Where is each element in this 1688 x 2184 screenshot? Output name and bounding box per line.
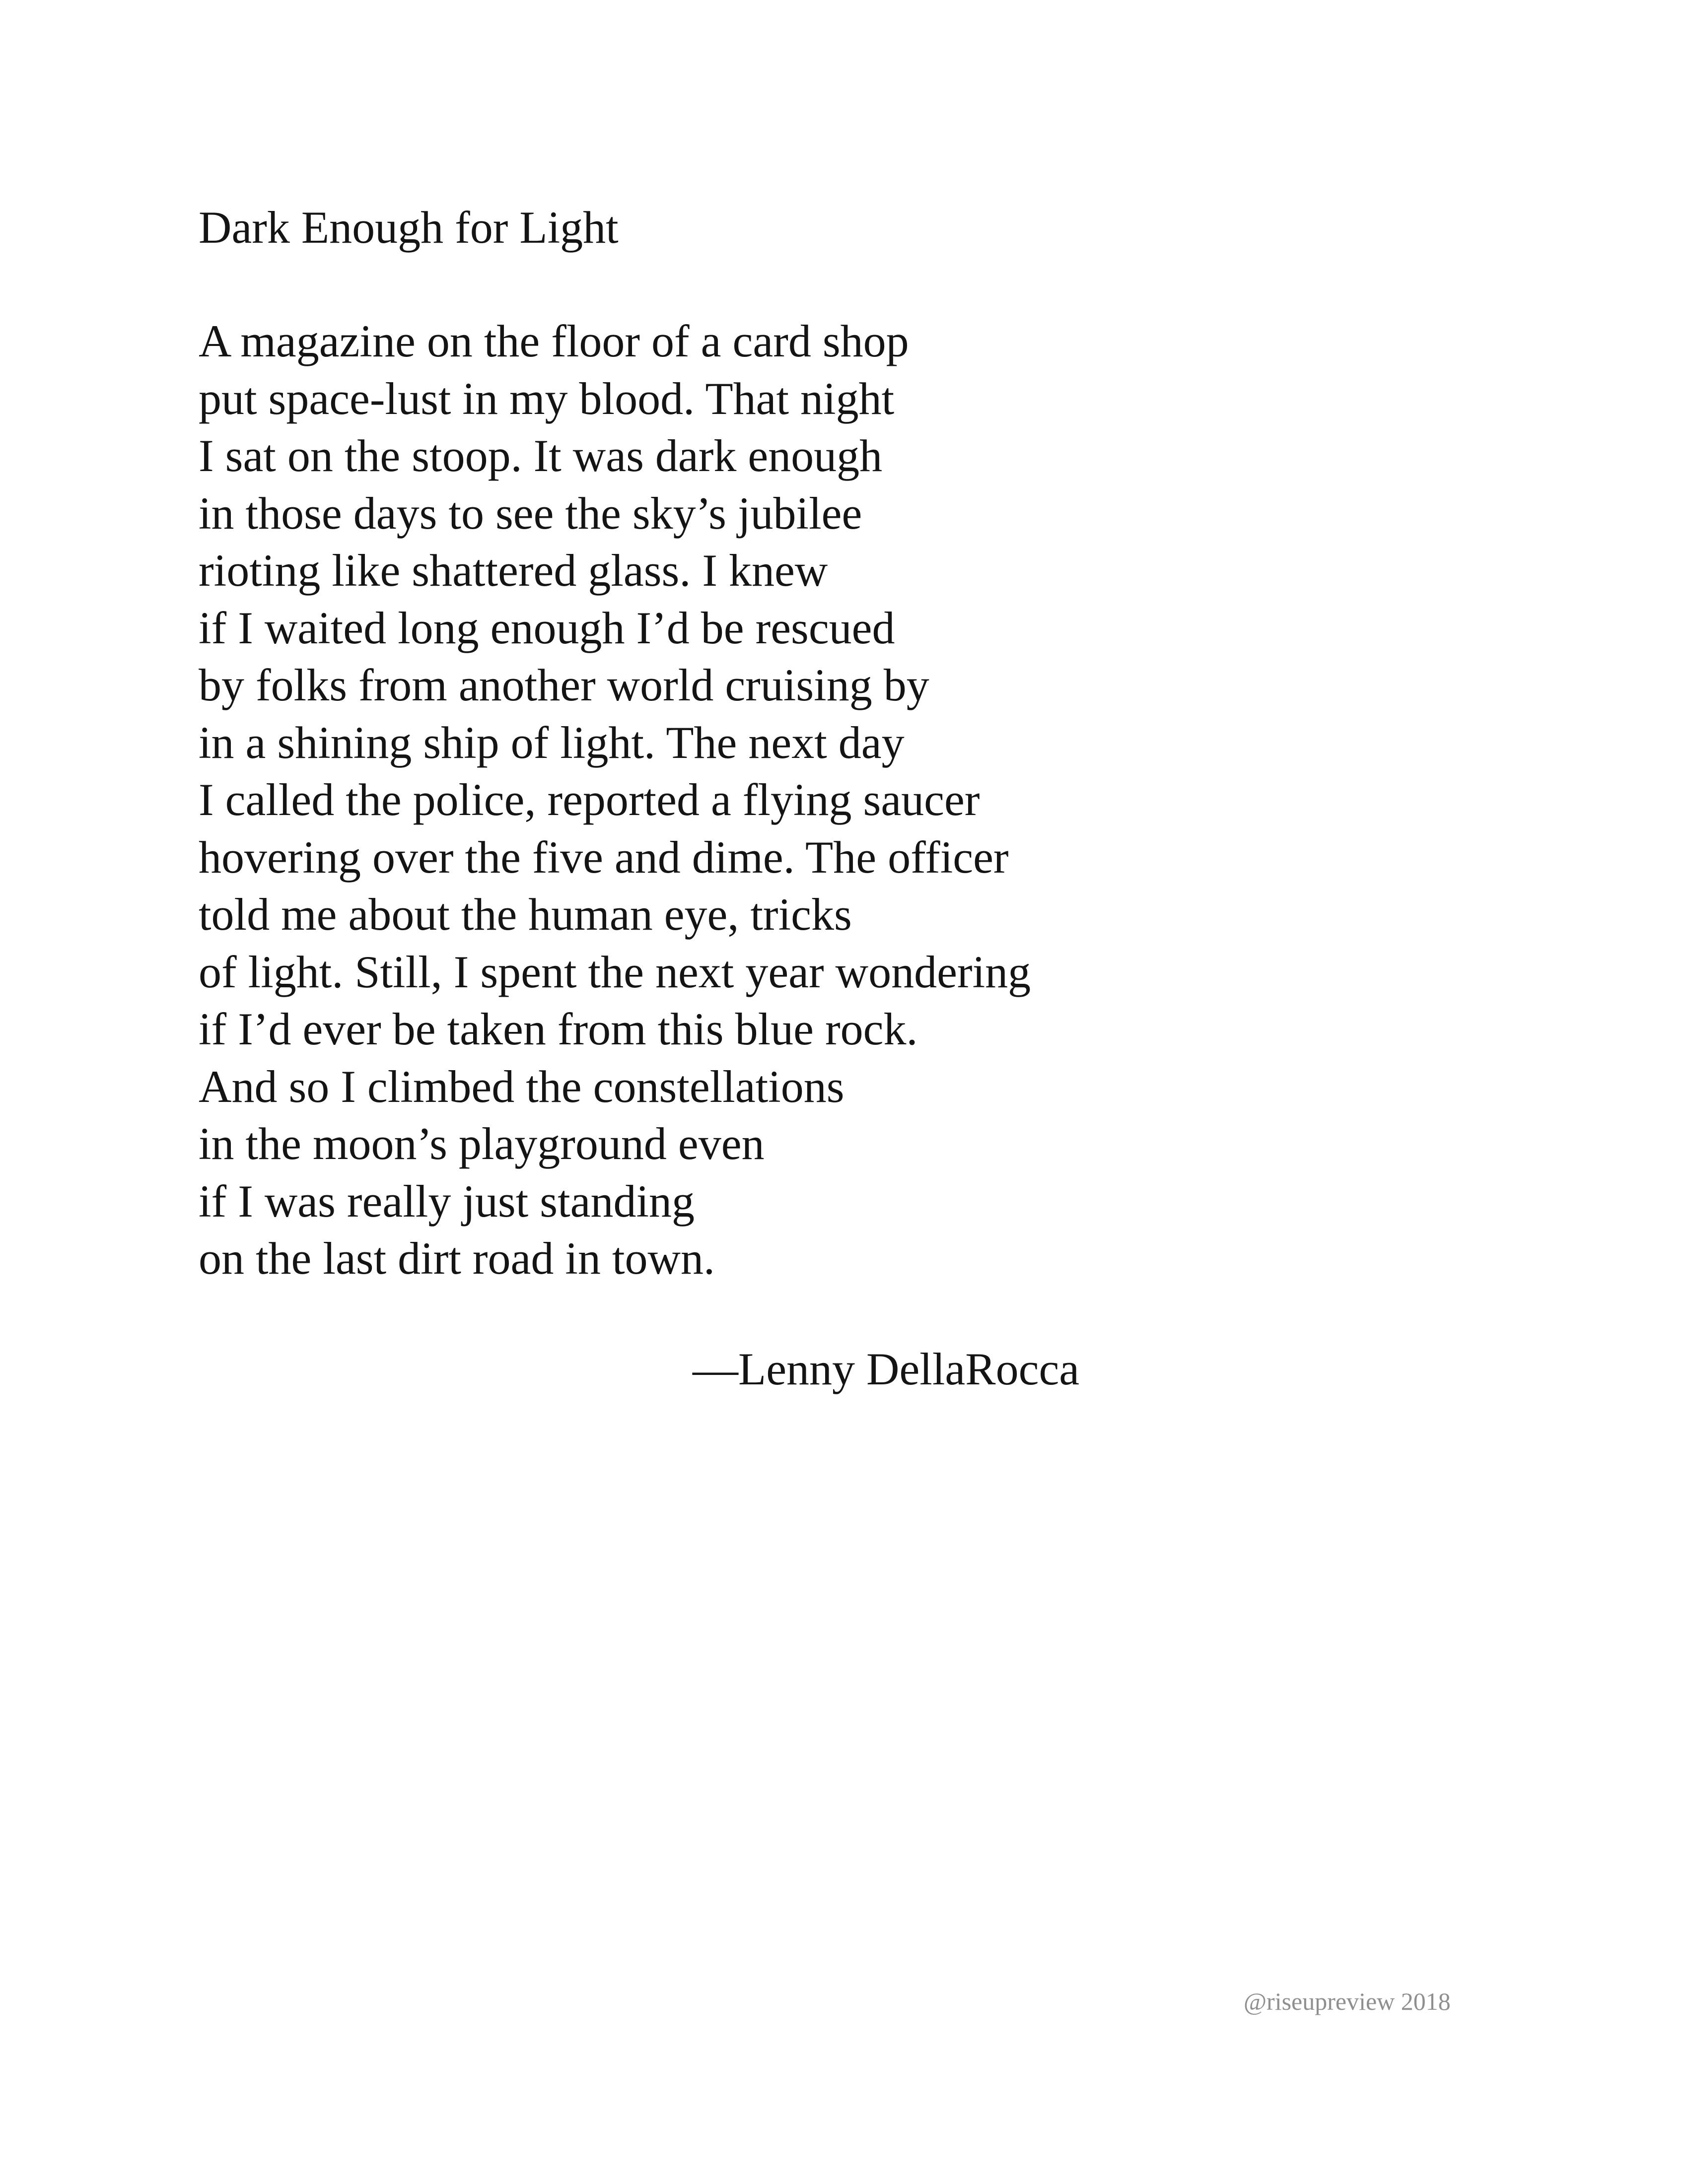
poem-line: told me about the human eye, tricks — [199, 889, 852, 940]
poem-line: if I was really just standing — [199, 1175, 695, 1227]
poem-line: I sat on the stoop. It was dark enough — [199, 430, 883, 481]
poem-line: of light. Still, I spent the next year wondering — [199, 946, 1031, 997]
poem-line: hovering over the five and dime. The officer — [199, 831, 1009, 883]
poem-line: put space-lust in my blood. That night — [199, 373, 895, 424]
poem-line: on the last dirt road in town. — [199, 1233, 715, 1284]
poem-title: Dark Enough for Light — [199, 202, 619, 253]
poem-line: if I waited long enough I’d be rescued — [199, 602, 895, 653]
poem-line: And so I climbed the constellations — [199, 1061, 844, 1112]
poem-line: I called the police, reported a flying saucer — [199, 774, 980, 825]
poem-line: in a shining ship of light. The next day — [199, 717, 905, 768]
poem-line: in the moon’s playground even — [199, 1118, 765, 1169]
poem-line: by folks from another world cruising by — [199, 660, 929, 710]
poem-line: rioting like shattered glass. I knew — [199, 545, 828, 596]
poem-body — [199, 313, 1031, 1288]
poem-author: —Lenny DellaRocca — [693, 1344, 1080, 1394]
footer-credit: @riseupreview 2018 — [1244, 1987, 1451, 2015]
poem-line: A magazine on the floor of a card shop — [199, 316, 909, 366]
poem-line: if I’d ever be taken from this blue rock. — [199, 1004, 918, 1054]
poem-line: in those days to see the sky’s jubilee — [199, 487, 862, 539]
